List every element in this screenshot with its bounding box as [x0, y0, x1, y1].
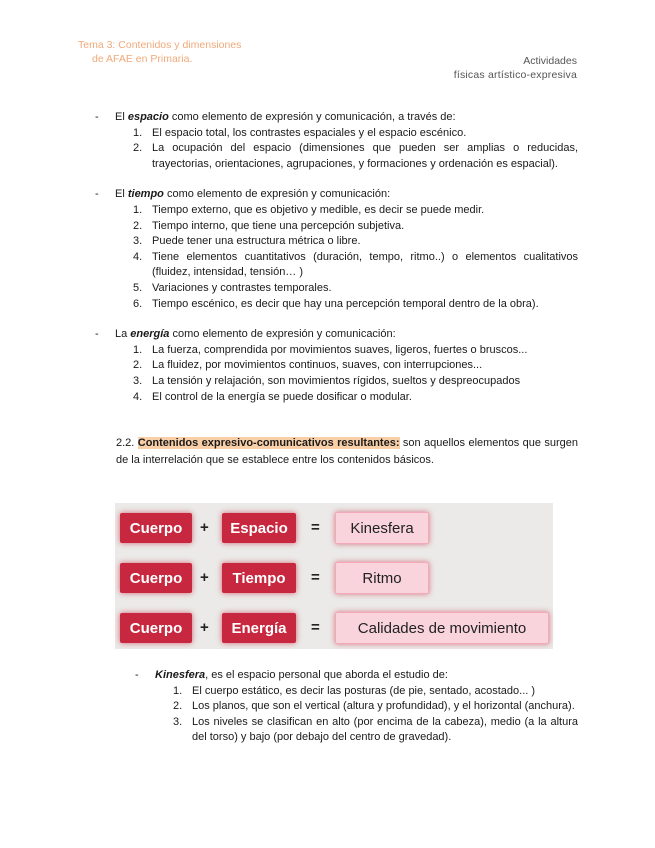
item-text: Los niveles se clasifican en alto (por encima de la cabeza), medio (a la altura del torso) y bajo (por debajo del centro de gravedad). [192, 715, 578, 744]
chip-term: Espacio [222, 513, 296, 543]
bullet-line [95, 327, 578, 343]
result-box: Ritmo [335, 562, 429, 594]
section-tiempo [95, 187, 578, 312]
header-course-title [78, 38, 241, 66]
header-right-line2: físicas artístico-expresiva [453, 69, 577, 81]
chip-cuerpo: Cuerpo [120, 513, 192, 543]
item-text: El espacio total, los contrastes espaciales y el espacio escénico. [152, 126, 467, 139]
bullet-post: , es el espacio personal que aborda el estudio de: [205, 669, 448, 681]
bullet-post: como elemento de expresión y comunicación: [163, 188, 391, 201]
equals-sign: = [311, 569, 320, 586]
bullet-pre: El [115, 111, 128, 123]
list-item [133, 374, 578, 390]
chip-cuerpo: Cuerpo [120, 613, 192, 643]
bullet-keyword: energía [130, 328, 170, 341]
item-text: Tiempo escénico, es decir que hay una percepción temporal dentro de la obra). [152, 297, 539, 310]
highlighted-heading: Contenidos expresivo-comunicativos resultantes: [137, 437, 400, 450]
list-item [133, 203, 578, 219]
item-text: El control de la energía se puede dosificar o modular. [152, 390, 412, 403]
section-espacio [95, 110, 578, 172]
item-text: Puede tener una estructura métrica o libre. [152, 235, 361, 248]
bullet-text [155, 668, 448, 684]
bullet-text [115, 110, 456, 126]
equation-banner [115, 503, 553, 649]
bullet-post: como elemento de expresión y comunicación: [169, 328, 396, 341]
dash-marker: - [95, 328, 99, 341]
item-text: Tiene elementos cuantitativos (duración, tempo, ritmo..) o elementos cualitativos (fluidez, intensidad, tensión… ) [152, 250, 578, 279]
numbered-list [133, 126, 578, 173]
item-text: La fuerza, comprendida por movimientos suaves, ligeros, fuertes o bruscos... [152, 343, 528, 356]
item-text: El cuerpo estático, es decir las posturas (de pie, sentado, acostado... ) [192, 684, 536, 697]
header-right-line1: Actividades [523, 55, 577, 67]
list-item [133, 141, 578, 172]
bullet-text [115, 187, 390, 203]
item-text: La ocupación del espacio (dimensiones que pueden ser amplias o reducidas, trayectorias, orientaciones, agrupaciones, y formaciones y ordenación es espacial). [152, 142, 578, 170]
dash-marker: - [135, 669, 139, 681]
header-subject [454, 54, 577, 82]
item-number: 2. [133, 142, 143, 155]
equals-sign: = [311, 519, 320, 536]
main-content [95, 110, 578, 468]
numbered-list [133, 203, 578, 312]
section-kinesfera [135, 668, 578, 746]
paragraph-2-2 [116, 435, 578, 468]
section-energia [95, 327, 578, 405]
header-left-line1: Tema 3: Contenidos y dimensiones [78, 39, 242, 51]
dash-marker: - [95, 188, 99, 201]
chip-term: Tiempo [222, 563, 296, 593]
list-item [173, 699, 578, 715]
bullet-line [95, 187, 578, 203]
item-number: 6. [133, 297, 143, 310]
bullet-keyword: tiempo [127, 188, 164, 201]
bullet-pre: La [115, 328, 131, 341]
list-item [133, 343, 578, 359]
list-item [173, 715, 578, 746]
item-text: Tiempo externo, que es objetivo y medible, es decir se puede medir. [152, 203, 485, 216]
header-left-line2: de AFAE en Primaria. [92, 53, 193, 65]
item-text: Variaciones y contrastes temporales. [152, 281, 332, 294]
item-number: 1. [133, 343, 143, 356]
item-number: 4. [133, 250, 143, 263]
item-number: 2. [133, 219, 143, 232]
list-item [173, 684, 578, 700]
numbered-list [173, 684, 578, 746]
paragraph-number: 2.2. [116, 437, 138, 450]
list-item [133, 234, 578, 250]
chip-term: Energía [222, 613, 296, 643]
bullet-line [95, 110, 578, 126]
equals-sign: = [311, 619, 320, 636]
list-item [133, 126, 578, 142]
item-number: 2. [133, 359, 143, 372]
list-item [133, 297, 578, 313]
bullet-keyword: espacio [127, 111, 169, 123]
list-item [133, 281, 578, 297]
item-text: Tiempo interno, que tiene una percepción subjetiva. [152, 219, 405, 232]
item-number: 2. [173, 700, 183, 713]
item-text: La fluidez, por movimientos continuos, suaves, con interrupciones... [152, 359, 483, 372]
dash-marker: - [95, 111, 99, 123]
item-text: La tensión y relajación, son movimientos rígidos, sueltos y despreocupados [152, 374, 521, 387]
bullet-text [115, 327, 396, 343]
result-box: Kinesfera [335, 512, 429, 544]
item-number: 3. [133, 235, 143, 248]
plus-sign: + [200, 519, 209, 536]
list-item [133, 219, 578, 235]
plus-sign: + [200, 619, 209, 636]
bullet-post: como elemento de expresión y comunicación, a través de: [168, 111, 456, 123]
list-item [133, 358, 578, 374]
item-number: 3. [173, 715, 183, 728]
numbered-list [133, 343, 578, 405]
item-number: 1. [133, 126, 143, 139]
item-number: 1. [173, 684, 183, 697]
item-text: Los planos, que son el vertical (altura y profundidad), y el horizontal (anchura). [192, 700, 575, 713]
result-box: Calidades de movimiento [335, 612, 549, 644]
item-number: 4. [133, 390, 143, 403]
bullet-line [135, 668, 578, 684]
paragraph-text: son aquellos elementos que surgen de la interrelación que se establece entre los contenidos básicos. [116, 437, 579, 466]
list-item [133, 250, 578, 281]
item-number: 1. [133, 203, 143, 216]
chip-cuerpo: Cuerpo [120, 563, 192, 593]
plus-sign: + [200, 569, 209, 586]
list-item [133, 390, 578, 406]
item-number: 5. [133, 281, 143, 294]
bullet-pre: El [115, 188, 128, 201]
bullet-keyword: Kinesfera [155, 669, 206, 681]
item-number: 3. [133, 374, 143, 387]
